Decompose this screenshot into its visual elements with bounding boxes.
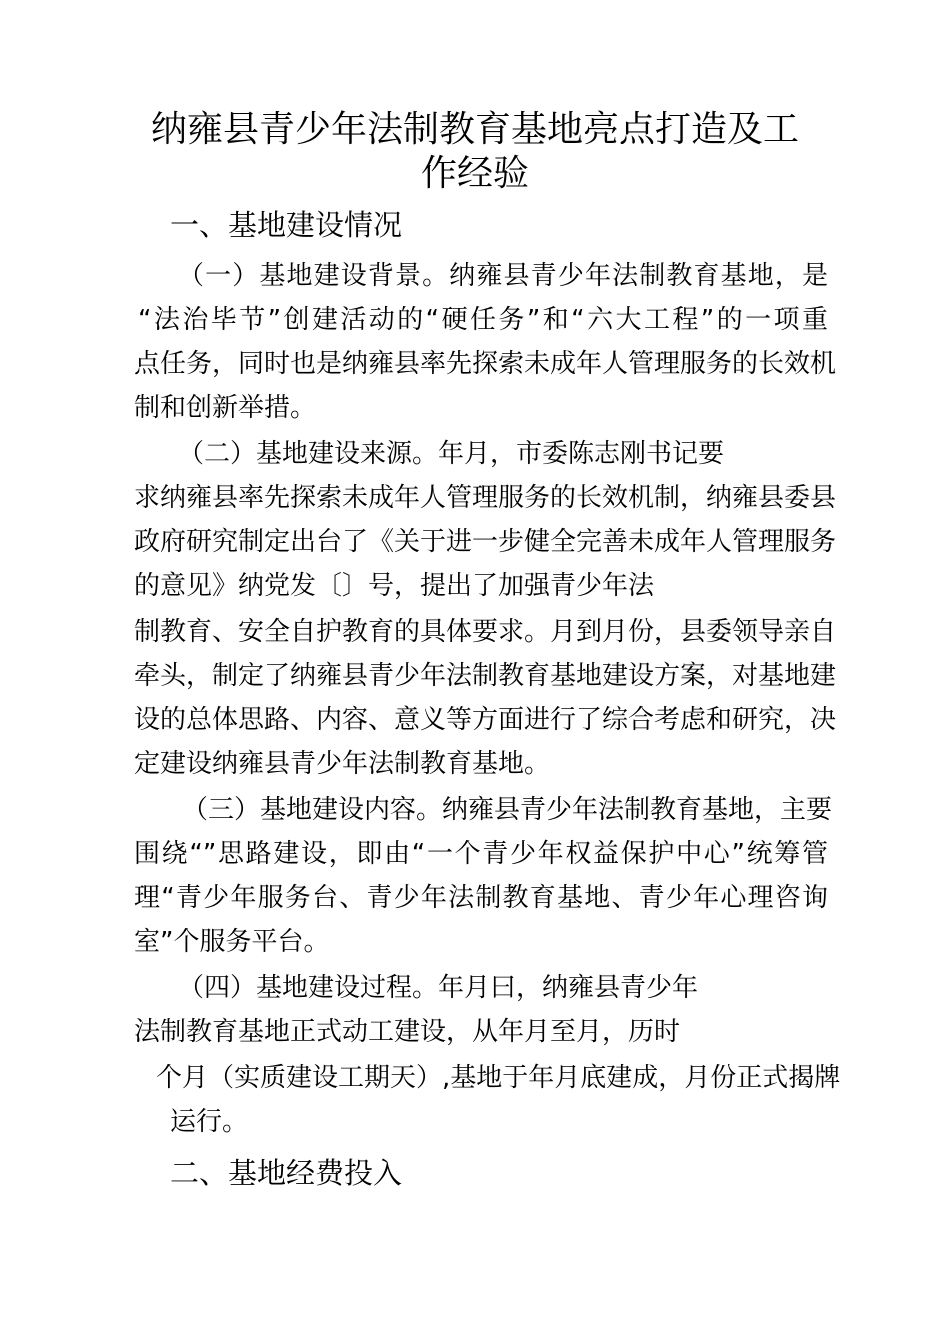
paragraph-line: 制和创新举措。 [134,393,317,423]
paragraph-line: 设的总体思路、内容、意义等方面进行了综合考虑和研究，决 [134,705,837,735]
paragraph-line: 理“青少年服务台、青少年法制教育基地、青少年心理咨询 [134,883,828,913]
paragraph-line: （三）基地建设内容。纳雍县青少年法制教育基地，主要 [182,795,833,825]
paragraph-line: 定建设纳雍县青少年法制教育基地。 [134,749,551,779]
paragraph-line: 运行。 [170,1107,249,1137]
paragraph-line: （一）基地建设背景。纳雍县青少年法制教育基地，是 [178,261,828,291]
paragraph-line: 求纳雍县率先探索未成年人管理服务的长效机制，纳雍县委县 [134,483,837,513]
paragraph-line: 点任务，同时也是纳雍县率先探索未成年人管理服务的长效机 [134,349,837,379]
paragraph-line: 牵头，制定了纳雍县青少年法制教育基地建设方案，对基地建 [134,661,837,691]
section-heading-2: 二、基地经费投入 [170,1156,403,1190]
paragraph-line: 围绕“”思路建设，即由“一个青少年权益保护中心”统筹管 [134,839,828,869]
document-title-line-1: 纳雍县青少年法制教育基地亮点打造及工 [150,109,799,150]
paragraph-line: 制教育、安全自护教育的具体要求。月到月份，县委领导亲自 [134,617,837,647]
paragraph-line: “法治毕节”创建活动的“硬任务”和“六大工程”的一项重 [138,305,828,335]
paragraph-line: 政府研究制定出台了《关于进一步健全完善未成年人管理服务 [134,527,837,557]
paragraph-line: 室”个服务平台。 [134,927,330,957]
paragraph-line: （二）基地建设来源。年月，市委陈志刚书记要 [178,439,725,469]
paragraph-line: 法制教育基地正式动工建设，从年月至月，历时 [134,1017,681,1047]
document-title-line-2: 作经验 [420,153,529,194]
paragraph-line: 个月（实质建设工期天）,基地于年月底建成，月份正式揭牌 [156,1063,841,1093]
paragraph-line: 的意见》纳党发〔〕号，提出了加强青少年法 [134,571,655,601]
paragraph-line: （四）基地建设过程。年月曰，纳雍县青少年 [178,973,699,1003]
section-heading-1: 一、基地建设情况 [170,208,403,242]
